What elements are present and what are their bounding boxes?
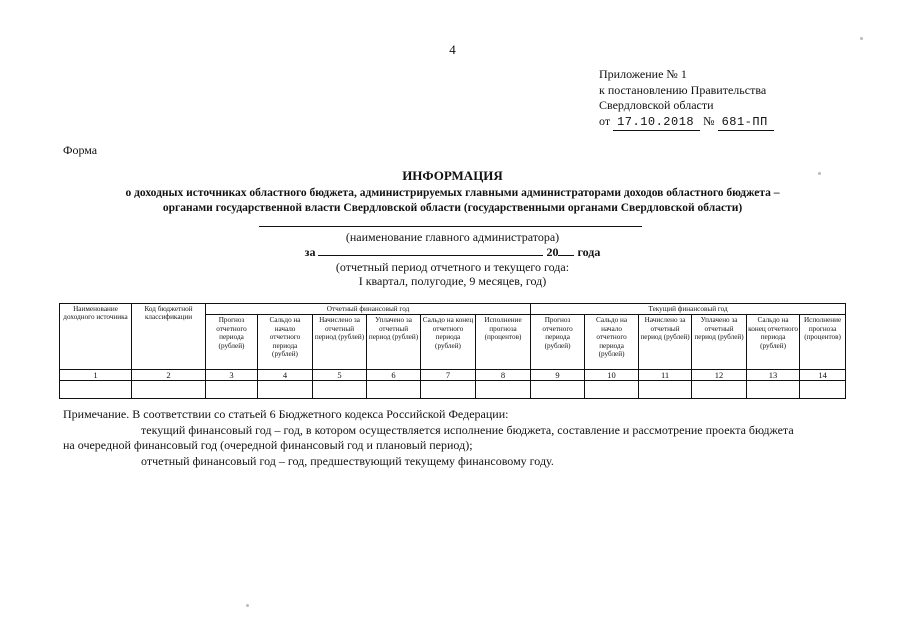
page-number: 4: [449, 42, 456, 57]
header-accrued: Начислено за отчетный период (рублей): [313, 315, 367, 370]
column-number: 9: [531, 370, 585, 381]
table-cell: [800, 381, 846, 399]
period-za: за: [304, 245, 316, 259]
column-number: 5: [313, 370, 367, 381]
header-current-year: Текущий финансовый год: [531, 304, 846, 315]
column-number: 8: [476, 370, 531, 381]
table-cell: [132, 381, 206, 399]
from-label: от: [599, 113, 611, 128]
subtitle-line-2: органами государственной власти Свердловской области (государственными органами Свердловской области): [162, 202, 743, 214]
header-accrued: Начислено за отчетный период (рублей): [639, 315, 692, 370]
header-balance-end: Сальдо на конец отчетного периода (рублей): [421, 315, 476, 370]
period-label-1: (отчетный период отчетного и текущего года:: [335, 260, 570, 274]
column-number: 12: [692, 370, 747, 381]
appendix-line-1: Приложение № 1: [599, 67, 687, 81]
header-execution: Исполнение прогноза (процентов): [800, 315, 846, 370]
subtitle-line-1: о доходных источниках областного бюджета, администрируемых главными администраторами доходов областного бюджета –: [125, 187, 780, 199]
form-label: Форма: [63, 143, 98, 157]
header-execution: Исполнение прогноза (процентов): [476, 315, 531, 370]
resolution-number: 681-ПП: [718, 115, 774, 132]
header-forecast: Прогноз отчетного периода (рублей): [206, 315, 258, 370]
column-number: 13: [747, 370, 800, 381]
document-title: ИНФОРМАЦИЯ: [402, 168, 503, 183]
table-cell: [585, 381, 639, 399]
header-paid: Уплачено за отчетный период (рублей): [692, 315, 747, 370]
period-year-prefix: 20: [546, 245, 559, 259]
note-reporting-year-definition: отчетный финансовый год – год, предшествующий текущему финансовому году.: [141, 453, 554, 468]
column-number: 3: [206, 370, 258, 381]
header-budget-code: Код бюджетной классификации: [132, 304, 206, 370]
table-cell: [206, 381, 258, 399]
period-row: [0, 244, 905, 260]
period-label-2: I квартал, полугодие, 9 месяцев, год): [358, 274, 547, 288]
scan-speck: [246, 604, 249, 607]
column-number: 11: [639, 370, 692, 381]
table-cell: [747, 381, 800, 399]
document-subtitle: [60, 186, 845, 216]
column-number: 4: [258, 370, 313, 381]
scan-speck: [860, 37, 863, 40]
note-current-year-definition: текущий финансовый год – год, в котором осуществляется исполнение бюджета, составление и рассмотрение проекта бюджета: [141, 422, 794, 437]
period-year-suffix: года: [577, 245, 601, 259]
header-paid: Уплачено за отчетный период (рублей): [367, 315, 421, 370]
header-balance-start: Сальдо на начало отчетного периода (рублей): [258, 315, 313, 370]
table-row: [60, 381, 846, 399]
table-cell: [476, 381, 531, 399]
period-blank: [318, 244, 543, 256]
column-number: 6: [367, 370, 421, 381]
number-label: №: [703, 113, 715, 128]
header-balance-end: Сальдо на конец отчетного периода (рублей): [747, 315, 800, 370]
appendix-line-3: Свердловской области: [599, 98, 714, 112]
note-current-year-continuation: на очередной финансовый год (очередной финансовый год и плановый период);: [63, 438, 473, 453]
appendix-date-line: [599, 114, 774, 132]
note-lead: Примечание. В соответствии со статьей 6 Бюджетного кодекса Российской Федерации:: [63, 407, 509, 421]
revenue-table: [59, 303, 846, 399]
table-cell: [421, 381, 476, 399]
admin-label: (наименование главного администратора): [345, 230, 560, 244]
table-cell: [313, 381, 367, 399]
column-number: 2: [132, 370, 206, 381]
admin-name-blank-line: [259, 226, 642, 227]
header-revenue-source: Наименование доходного источника: [60, 304, 132, 370]
column-number: 10: [585, 370, 639, 381]
note-block: [63, 407, 845, 469]
table-cell: [367, 381, 421, 399]
header-balance-start: Сальдо на начало отчетного периода (рублей): [585, 315, 639, 370]
table-cell: [258, 381, 313, 399]
appendix-line-2: к постановлению Правительства: [599, 82, 767, 97]
header-reporting-year: Отчетный финансовый год: [206, 304, 531, 315]
table-cell: [531, 381, 585, 399]
year-blank: [558, 244, 574, 256]
column-number: 7: [421, 370, 476, 381]
column-number: 14: [800, 370, 846, 381]
resolution-date: 17.10.2018: [613, 115, 700, 132]
appendix-block: [599, 67, 774, 131]
column-number: 1: [60, 370, 132, 381]
table-cell: [639, 381, 692, 399]
scan-speck: [818, 172, 821, 175]
header-forecast: Прогноз отчетного периода (рублей): [531, 315, 585, 370]
table-cell: [60, 381, 132, 399]
table-cell: [692, 381, 747, 399]
